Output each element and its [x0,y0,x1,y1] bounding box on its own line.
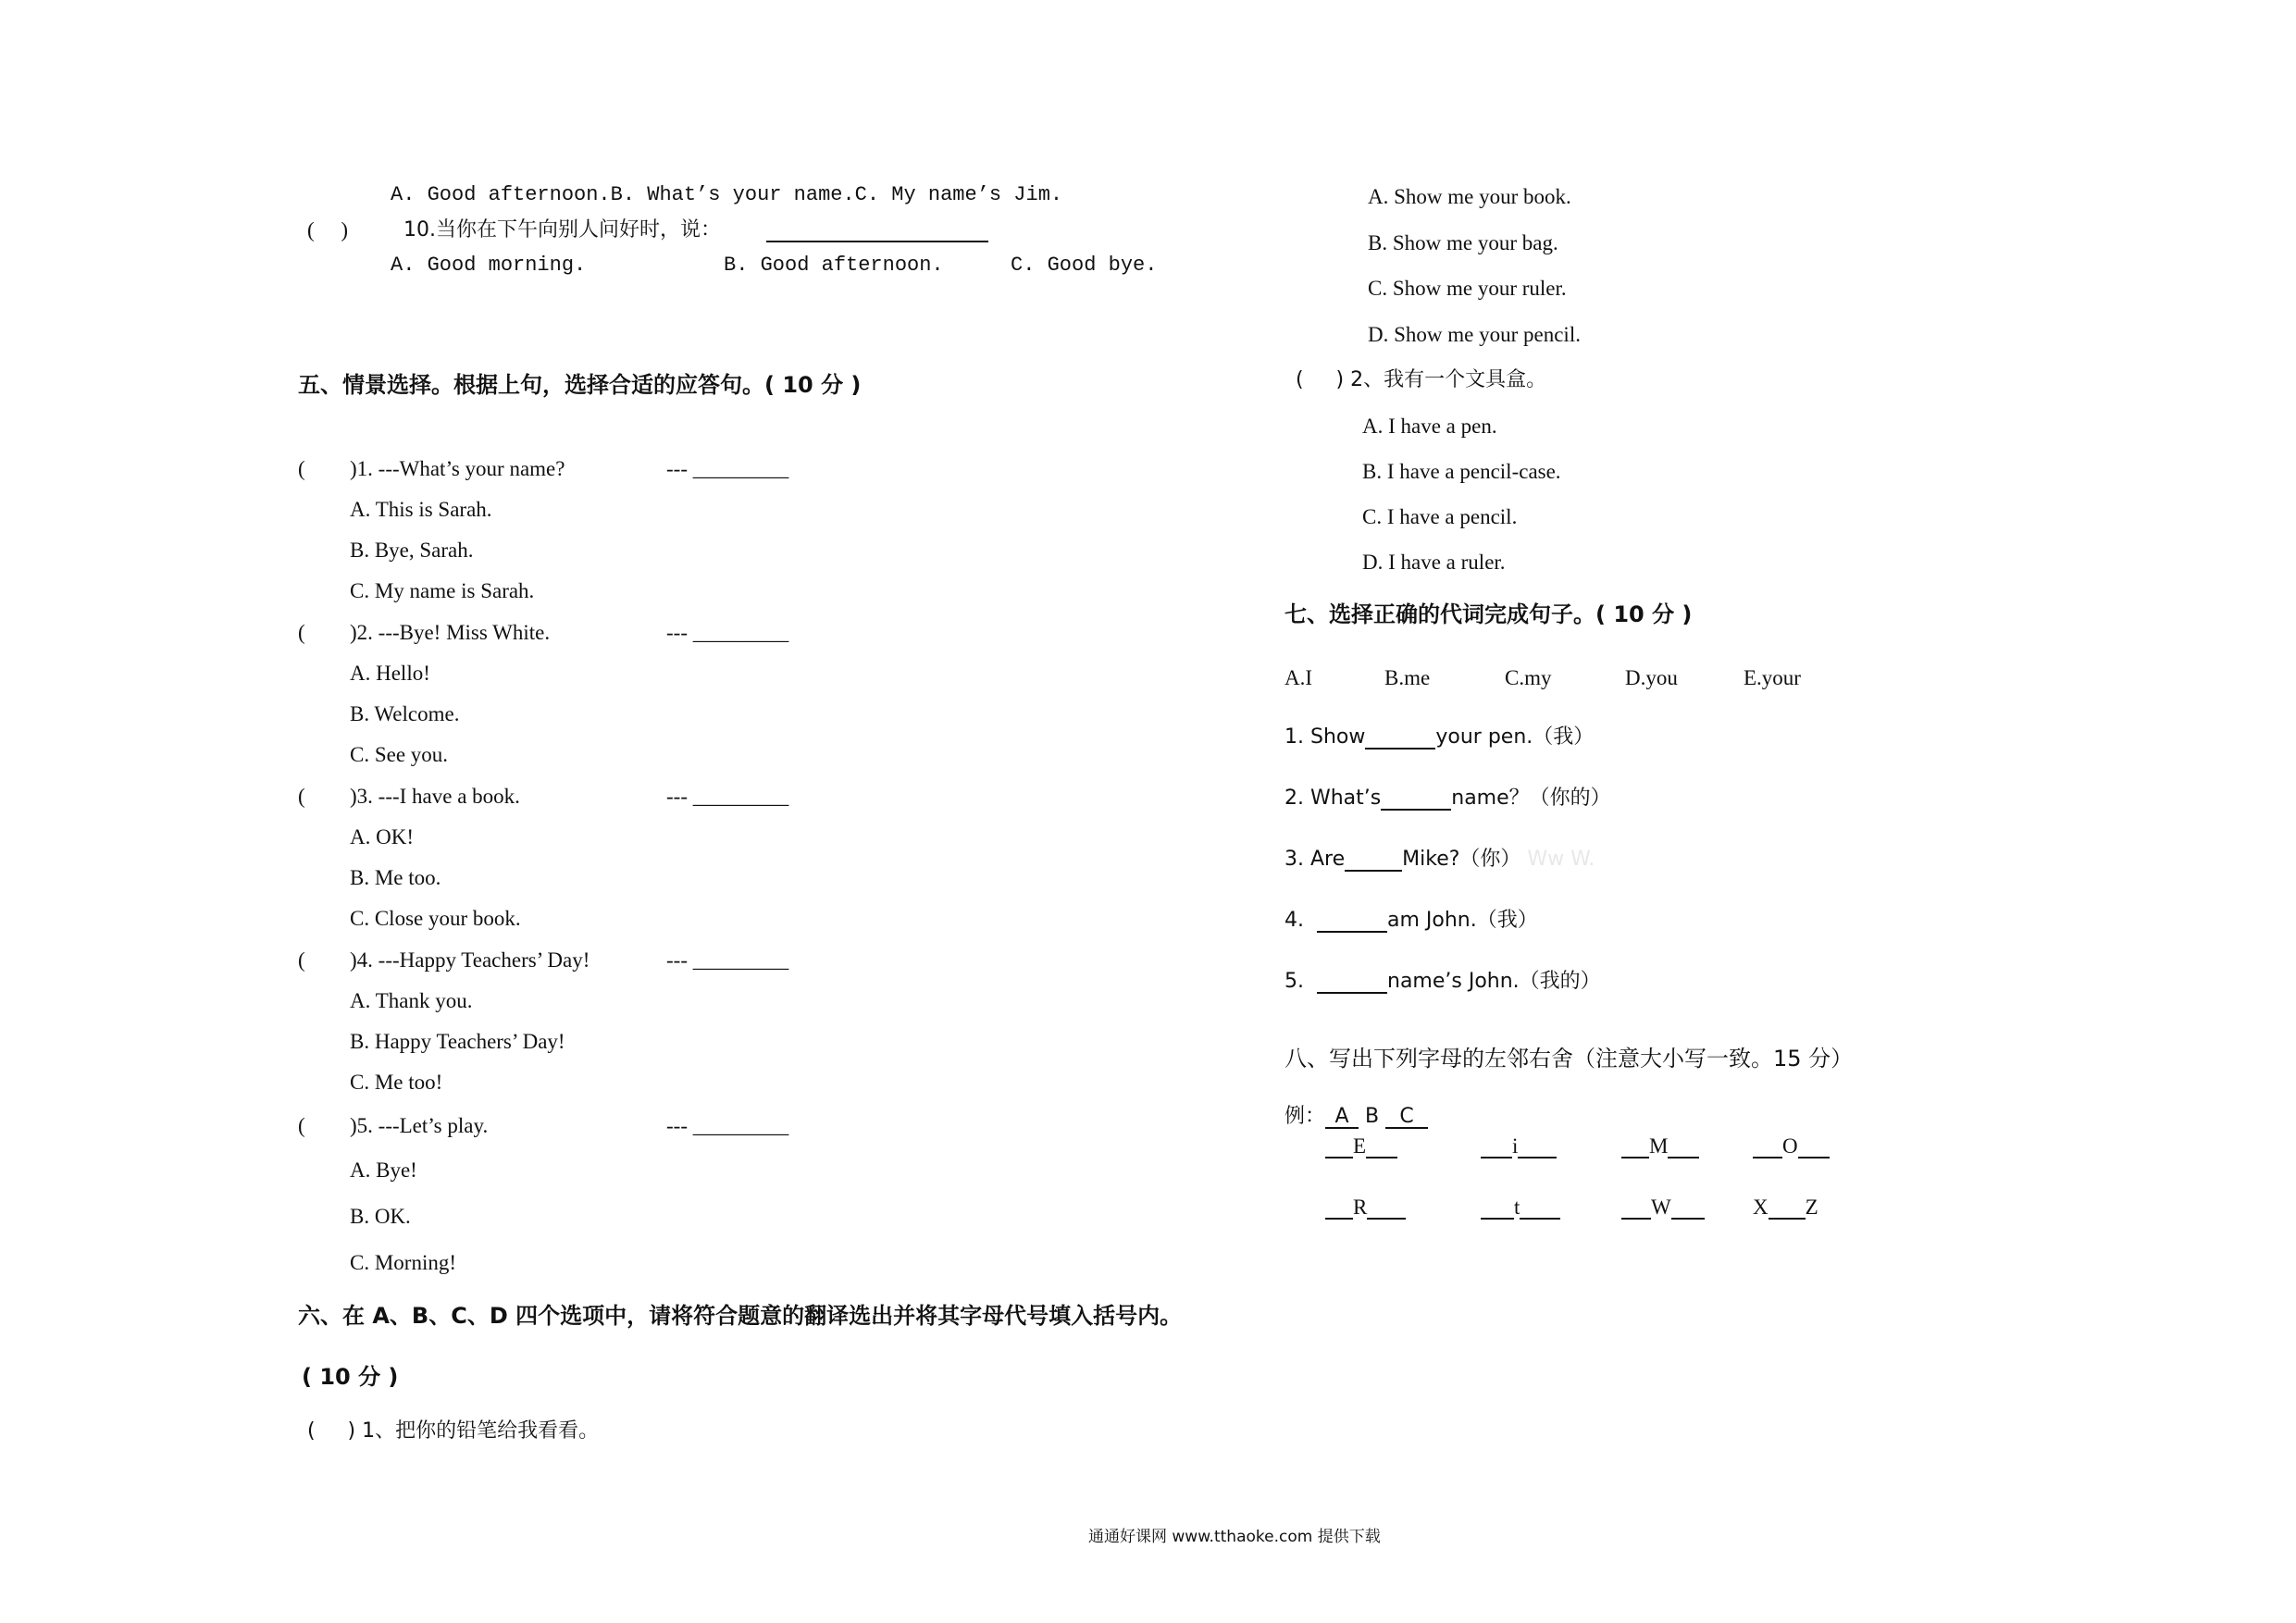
s5-q1-option-b: B. Bye, Sarah. [350,539,474,562]
s7-item-2-pre: 2. What’s [1285,787,1382,810]
s7-item-3-watermark: Ww W. [1527,848,1595,871]
s5-q2-paren[interactable]: ( [298,621,305,644]
s5-q3-option-a: A. OK! [350,825,414,849]
s8-example [1285,1103,1428,1131]
s8-t-right-blank[interactable] [1520,1197,1560,1220]
page-footer: 通通好课网 www.tthaoke.com 提供下载 [1088,1528,1381,1546]
s8-letter-t [1481,1194,1560,1221]
s8-w-right-blank[interactable] [1671,1197,1705,1220]
s8-w-letter: W [1651,1196,1671,1219]
s6-q1-option-a: A. Show me your book. [1368,185,1571,208]
s5-q3-option-c: C. Close your book. [350,907,521,930]
s8-i-left-blank[interactable] [1481,1136,1512,1158]
s8-e-right-blank[interactable] [1366,1136,1397,1158]
s8-letter-m [1621,1133,1699,1160]
s8-o-left-blank[interactable] [1753,1136,1782,1158]
s8-r-left-blank[interactable] [1325,1197,1353,1220]
s5-q5-question: )5. ---Let’s play. [350,1114,489,1137]
s8-x-letter: X [1753,1196,1769,1219]
s5-q1-paren[interactable]: ( [298,457,305,480]
s8-o-right-blank[interactable] [1798,1136,1830,1158]
section7-title: 七、选择正确的代词完成句子。( 10 分 ) [1285,601,1693,627]
s5-q2-option-b: B. Welcome. [350,702,460,725]
s6-q2-option-a: A. I have a pen. [1362,415,1497,438]
q10-option-a: A. Good morning. [391,254,587,277]
s7-item-2 [1285,785,1611,812]
s7-item-4 [1285,907,1538,935]
s7-item-1-blank[interactable] [1365,727,1435,750]
q10-question: 10.当你在下午向别人问好时，说： [403,218,721,242]
s8-letter-r [1325,1194,1406,1221]
s5-q2-question: )2. ---Bye! Miss White. [350,621,551,644]
s6-q2-option-c: C. I have a pencil. [1362,505,1518,528]
s8-m-right-blank[interactable] [1668,1136,1699,1158]
s8-r-right-blank[interactable] [1367,1197,1406,1220]
s7-choice-e: E.your [1744,666,1801,689]
s7-choice-b: B.me [1384,666,1431,689]
s8-letter-o [1753,1133,1830,1160]
s8-letter-i [1481,1133,1557,1160]
s7-choice-d: D.you [1625,666,1678,689]
section8-title: 八、写出下列字母的左邻右舍（注意大小写一致。15 分） [1285,1046,1854,1072]
s8-letter-xz [1753,1194,1818,1221]
s5-q4-question: )4. ---Happy Teachers’ Day! [350,948,590,972]
s7-item-3-post: Mike?（你） [1402,848,1521,871]
s6-q1-option-d: D. Show me your pencil. [1368,323,1581,346]
s5-q5-option-a: A. Bye! [350,1158,417,1182]
s8-t-letter: t [1514,1196,1520,1219]
s8-example-center: B [1365,1105,1380,1128]
s8-w-left-blank[interactable] [1621,1197,1651,1220]
s8-o-letter: O [1782,1134,1798,1158]
s5-q4-option-c: C. Me too! [350,1071,443,1094]
s8-i-right-blank[interactable] [1518,1136,1557,1158]
s5-q1-answer-blank[interactable]: --- _________ [666,457,789,480]
s6-q1-option-b: B. Show me your bag. [1368,231,1558,254]
s7-item-2-blank[interactable] [1381,788,1451,811]
s8-letter-w [1621,1194,1705,1221]
s5-q3-paren[interactable]: ( [298,785,305,808]
section6-title: 六、在 A、B、C、D 四个选项中，请将符合题意的翻译选出并将其字母代号填入括号内。 [298,1303,1183,1329]
s5-q3-option-b: B. Me too. [350,866,441,889]
s8-example-label: 例： [1285,1105,1326,1128]
q9-options: A. Good afternoon.B. What’s your name.C. My name’s Jim. [391,183,1063,206]
s8-letter-e [1325,1133,1397,1160]
s7-item-5-post: name’s John.（我的） [1387,970,1601,993]
section5-title: 五、情景选择。根据上句，选择合适的应答句。( 10 分 ) [298,372,862,398]
q10-option-b: B. Good afternoon. [724,254,944,277]
s7-item-1-post: your pen.（我） [1435,725,1595,749]
s7-item-3 [1285,846,1595,873]
s5-q4-option-b: B. Happy Teachers’ Day! [350,1030,565,1053]
s8-t-left-blank[interactable] [1481,1197,1514,1220]
s7-choice-a: A.I [1285,666,1313,689]
s7-item-3-blank[interactable] [1345,849,1402,872]
s5-q4-answer-blank[interactable]: --- _________ [666,948,789,972]
s5-q5-option-c: C. Morning! [350,1251,456,1274]
s6-q1-option-c: C. Show me your ruler. [1368,277,1567,300]
section6-points: ( 10 分 ) [302,1364,399,1390]
s5-q5-answer-blank[interactable]: --- _________ [666,1114,789,1137]
s8-z-letter: Z [1805,1196,1818,1219]
s6-q2-question: ( ) 2、我有一个文具盒。 [1296,368,1547,391]
s8-i-letter: i [1512,1134,1519,1158]
s8-e-letter: E [1353,1134,1367,1158]
s5-q3-answer-blank[interactable]: --- _________ [666,785,789,808]
q10-answer-line[interactable] [766,241,988,242]
q10-answer-paren[interactable]: ( ) [307,218,349,242]
s7-item-2-post: name？（你的） [1451,787,1611,810]
s7-item-5-pre: 5. [1285,970,1304,993]
s7-item-5-blank[interactable] [1317,972,1387,994]
s7-item-4-blank[interactable] [1317,911,1387,933]
q10-option-c: C. Good bye. [1011,254,1158,277]
s6-q2-option-d: D. I have a ruler. [1362,551,1506,574]
s6-q2-option-b: B. I have a pencil-case. [1362,460,1561,483]
s8-r-letter: R [1353,1196,1368,1219]
s8-m-letter: M [1649,1134,1669,1158]
s7-item-3-pre: 3. Are [1285,848,1346,871]
s5-q3-question: )3. ---I have a book. [350,785,520,808]
s5-q5-option-b: B. OK. [350,1205,411,1228]
s8-m-left-blank[interactable] [1621,1136,1649,1158]
s7-item-4-post: am John.（我） [1387,909,1538,932]
s5-q4-option-a: A. Thank you. [350,989,473,1012]
s5-q1-option-a: A. This is Sarah. [350,498,492,521]
s5-q1-question: )1. ---What’s your name? [350,457,565,480]
s7-item-1 [1285,724,1594,751]
s5-q5-paren[interactable]: ( [298,1114,305,1137]
s5-q1-option-c: C. My name is Sarah. [350,579,535,602]
s7-item-5 [1285,968,1601,996]
s8-example-right: C [1385,1107,1428,1129]
s7-item-4-pre: 4. [1285,909,1304,932]
s8-y-blank[interactable] [1769,1197,1806,1220]
s6-q1-question: ( ) 1、把你的铅笔给我看看。 [307,1419,600,1443]
s8-e-left-blank[interactable] [1325,1136,1353,1158]
s5-q2-option-a: A. Hello! [350,662,430,685]
s5-q2-option-c: C. See you. [350,743,449,766]
s5-q2-answer-blank[interactable]: --- _________ [666,621,789,644]
s8-example-left: A [1325,1107,1359,1129]
s5-q4-paren[interactable]: ( [298,948,305,972]
s7-item-1-pre: 1. Show [1285,725,1366,749]
s7-choice-c: C.my [1505,666,1552,689]
